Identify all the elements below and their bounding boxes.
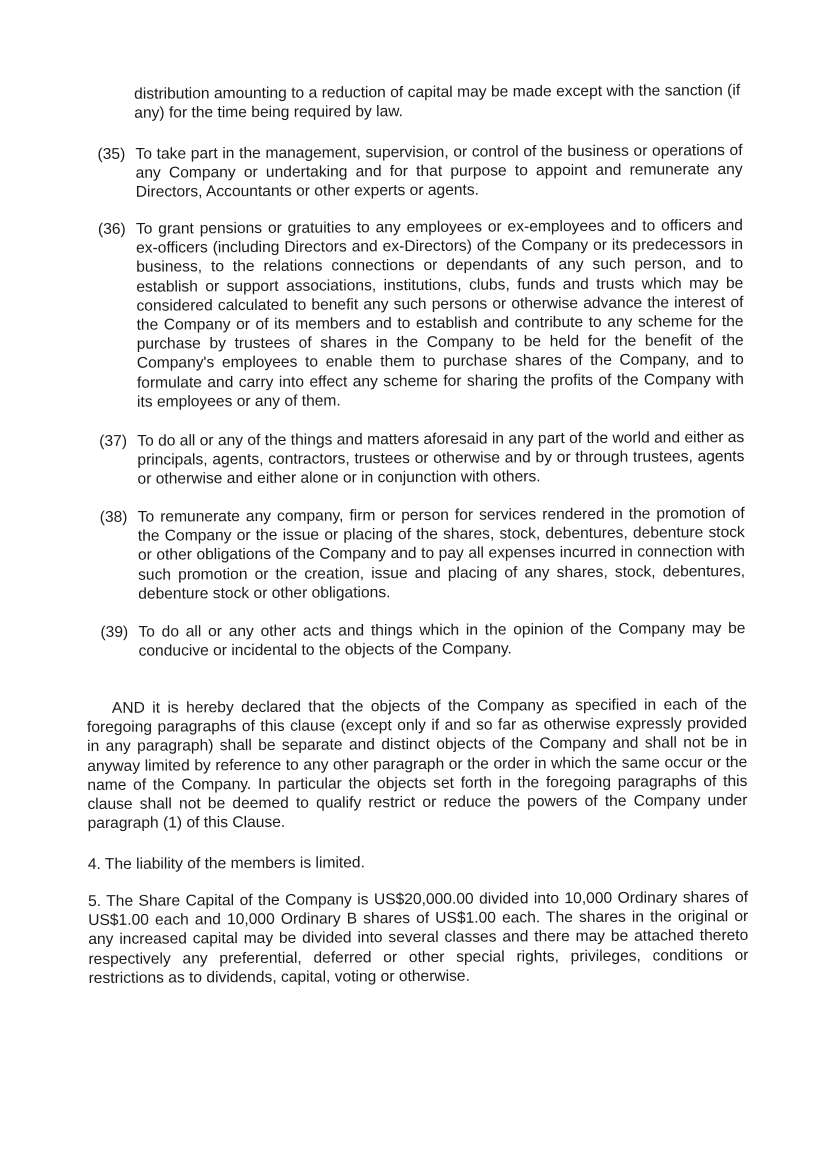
continuation-text: distribution amounting to a reduction of capital may be made except with the sanction (if any) for the time being required by law. xyxy=(134,82,741,122)
object-paragraph-36 xyxy=(98,216,744,412)
object-paragraph-37 xyxy=(99,428,744,490)
paragraph-text: To do all or any other acts and things which in the opinion of the Company may be conducive or incidental to the objects of the Company. xyxy=(138,620,746,660)
paragraph-text: To do all or any of the things and matters aforesaid in any part of the world and either as principals, agents, contractors, trustees or otherwise and by or through trustees, agents or otherwise and either alone or in conjunction with others. xyxy=(137,429,745,489)
paragraph-text: To remunerate any company, firm or person for services rendered in the promotion of the Company or the issue or placing of the shares, stock, debentures, debenture stock or other obligations of the Company and to pay all expenses incurred in connection with such promotion or the creation, issue and placing of any shares, stock, debentures, debenture stock or other obligations. xyxy=(137,505,746,603)
clause-5-share-capital: 5. The Share Capital of the Company is US$20,000.00 divided into 10,000 Ordinary shares of US$1.00 each and 10,000 Ordinary B shares of US$1.00 each. The shares in the original or any increased capital may be divided into several classes and there may be attached thereto respectively any preferential, deferred or other special rights, privileges, conditions or restrictions as to dividends, capital, voting or otherwise. xyxy=(88,889,749,987)
object-paragraph-35 xyxy=(97,141,742,203)
paragraph-number: (37) xyxy=(99,432,128,450)
objects-declaration: AND it is hereby declared that the objects of the Company as specified in each of the foregoing paragraphs of this clause (except only if and so far as otherwise expressly provided in any paragraph) shall be separate and distinct objects of the Company and shall not be in anyway limited by reference to any other paragraph or the order in which the same occur or the name of the Company. In particular the objects set forth in the foregoing paragraphs of this clause shall not be deemed to qualify restrict or reduce the powers of the Company under paragraph (1) of this Clause. xyxy=(86,696,748,833)
object-paragraph-38 xyxy=(100,504,746,604)
clause-4-liability: 4. The liability of the members is limited. xyxy=(87,854,365,874)
object-paragraph-39 xyxy=(100,619,745,661)
paragraph-number: (35) xyxy=(97,145,126,163)
paragraph-text: To take part in the management, supervision, or control of the business or operations of any Company or undertaking and for that purpose to appoint and remunerate any Directors, Accountants or other experts or agents. xyxy=(135,142,743,202)
paragraph-number: (38) xyxy=(99,508,128,526)
paragraph-number: (39) xyxy=(100,623,129,641)
paragraph-text: To grant pensions or gratuities to any employees or ex-employees and to officers and ex-officers (including Directors and ex-Directors) of the Company or its predecessors in business, to the relations connections or dependants of any such person, and to establish or support associations, institutions, clubs, funds and trusts which may be considered calculated to benefit any such persons or otherwise advance the interest of the Company or of its members and to establish and contribute to any scheme for the purchase by trustees of shares in the Company to be held for the benefit of the Company's employees to enable them to purchase shares of the Company, and to formulate and carry into effect any scheme for sharing the profits of the Company with its employees or any of them. xyxy=(135,217,744,411)
paragraph-number: (36) xyxy=(97,220,126,238)
